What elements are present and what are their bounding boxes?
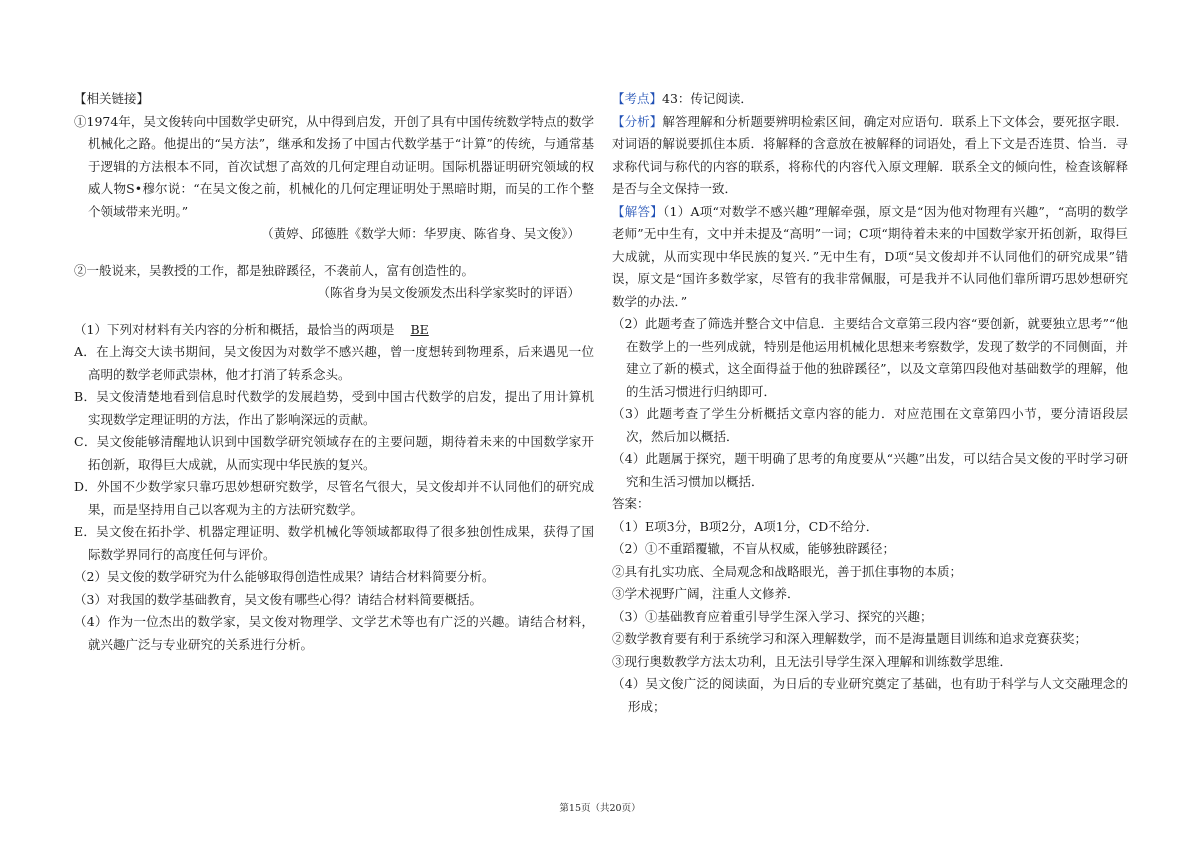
kaodian-tag: 【考点】 — [612, 91, 663, 106]
option-c: C．吴文俊能够清醒地认识到中国数学研究领域存在的主要问题，期待着未来的中国数学家开拓创新，取得巨大成就，从而实现中华民族的复兴。 — [74, 434, 594, 472]
kaodian-text: 43：传记阅读． — [662, 91, 753, 106]
page-footer: 第15页（共20页） — [559, 803, 641, 814]
option-e: E．吴文俊在拓扑学、机器定理证明、数学机械化等领域都取得了很多独创性成果，获得了国际数学界同行的高度任何与评价。 — [74, 524, 594, 562]
question-4: （4）作为一位杰出的数学家，吴文俊对物理学、文学艺术等也有广泛的兴趣。请结合材料，就兴趣广泛与专业研究的关系进行分析。 — [74, 614, 594, 652]
related-link-1-citation: （黄婷、邱德胜《数学大师：华罗庚、陈省身、吴文俊》） — [261, 226, 580, 241]
jieda-section — [612, 201, 1128, 314]
answer-1: （1）E项3分，B项2分，A项1分，CD不给分． — [612, 518, 879, 534]
analysis-2: （2）此题考查了筛选并整合文中信息．主要结合文章第三段内容“要创新，就要独立思考”“他在数学上的一些列成就，特别是他运用机械化思想来考察数学，发现了数学的不同侧面，并建立了新的模式，这全面得益于他的独辟蹊径”，以及文章第四段他对基础数学的理解，他的生活习惯进行归纳即可． — [612, 316, 1128, 399]
jieda-tag: 【解答】 — [612, 203, 664, 219]
option-a: A．在上海交大读书期间，吴文俊因为对数学不感兴趣，曾一度想转到物理系，后来遇见一位高明的数学老师武崇林，他才打消了转系念头。 — [74, 344, 594, 382]
question-1 — [74, 319, 594, 342]
answer-2-1: （2）①不重蹈覆辙，不盲从权威，能够独辟蹊径； — [612, 541, 895, 556]
related-link-2: ②一般说来，吴教授的工作，都是独辟蹊径，不袭前人，富有创造性的。 — [74, 262, 475, 278]
fenxi-section — [612, 111, 1128, 201]
question-1-stem: （1）下列对材料有关内容的分析和概括，最恰当的两项是 — [74, 321, 395, 337]
question-1-answer: BE — [410, 321, 429, 337]
answer-4: （4）吴文俊广泛的阅读面，为日后的专业研究奠定了基础，也有助于科学与人文交融理念的形成； — [612, 676, 1128, 714]
answer-2-2: ②具有扎实功底、全局观念和战略眼光，善于抓住事物的本质； — [612, 563, 963, 579]
right-column — [612, 88, 1128, 718]
option-d: D．外国不少数学家只靠巧思妙想研究数学，尽管名气很大，吴文俊却并不认同他们的研究成果，而是坚持用自己以客观为主的方法研究数学。 — [74, 479, 594, 517]
question-3: （3）对我国的数学基础教育，吴文俊有哪些心得？请结合材料简要概括。 — [74, 591, 482, 607]
left-column — [74, 88, 594, 656]
fenxi-tag: 【分析】 — [612, 113, 663, 129]
answer-label: 答案： — [612, 496, 650, 511]
related-link-2-citation: （陈省身为吴文俊颁发杰出科学家奖时的评语） — [317, 285, 580, 300]
option-b: B．吴文俊清楚地看到信息时代数学的发展趋势，受到中国古代数学的启发，提出了用计算机实现数学定理证明的方法，作出了影响深远的贡献。 — [74, 389, 594, 427]
answer-3-1: （3）①基础教育应着重引导学生深入学习、探究的兴趣； — [612, 608, 933, 624]
answer-3-3: ③现行奥数教学方法太功利，且无法引导学生深入理解和训练数学思维． — [612, 653, 1013, 669]
answer-2-3: ③学术视野广阔，注重人文修养． — [612, 586, 800, 601]
analysis-3: （3）此题考查了学生分析概括文章内容的能力．对应范围在文章第四小节，要分清语段层次，然后加以概括． — [612, 406, 1128, 444]
jieda-text: （1）A项“对数学不感兴趣”理解牵强，原文是“因为他对物理有兴趣”，“高明的数学老师”无中生有，文中并未提及“高明”一词；C项“期待着未来的中国数学家开拓创新，取得巨大成就，从而实现中华民族的复兴．”无中生有，D项“吴文俊却并不认同他们的研究成果”错误，原文是“国许多数学家，尽管有的我非常佩服，可是我并不认同他们靠所谓巧思妙想研究数学的办法．” — [612, 203, 1128, 309]
related-links-heading: 【相关链接】 — [74, 91, 150, 106]
related-link-1: ①1974年，吴文俊转向中国数学史研究，从中得到启发，开创了具有中国传统数学特点的数学机械化之路。他提出的“吴方法”，继承和发扬了中国古代数学基于“计算”的传统，与通常基于逻辑的方法根本不同，首次试想了高效的几何定理自动证明。国际机器证明研究领域的权威人物S•穆尔说：“在吴文俊之前，机械化的几何定理证明处于黑暗时期，而吴的工作个整个领域带来光明。” — [74, 113, 594, 219]
answer-3-2: ②数学教育要有利于系统学习和深入理解数学，而不是海量题目训练和追求竞赛获奖； — [612, 631, 1088, 646]
question-2: （2）吴文俊的数学研究为什么能够取得创造性成果？请结合材料简要分析。 — [74, 569, 495, 584]
kaodian-section — [612, 88, 1128, 111]
fenxi-text: 解答理解和分析题要辨明检索区间，确定对应语句．联系上下文体会，要死抠字眼．对词语的解说要抓住本质．将解释的含意放在被解释的词语处，看上下文是否连贯、恰当．寻求称代词与称代的内容的联系，将称代的内容代入原文理解．联系全文的倾向性，检查该解释是否与全文保持一致． — [612, 113, 1128, 196]
analysis-4: （4）此题属于探究，题干明确了思考的角度要从“兴趣”出发，可以结合吴文俊的平时学习研究和生活习惯加以概括． — [612, 451, 1128, 489]
